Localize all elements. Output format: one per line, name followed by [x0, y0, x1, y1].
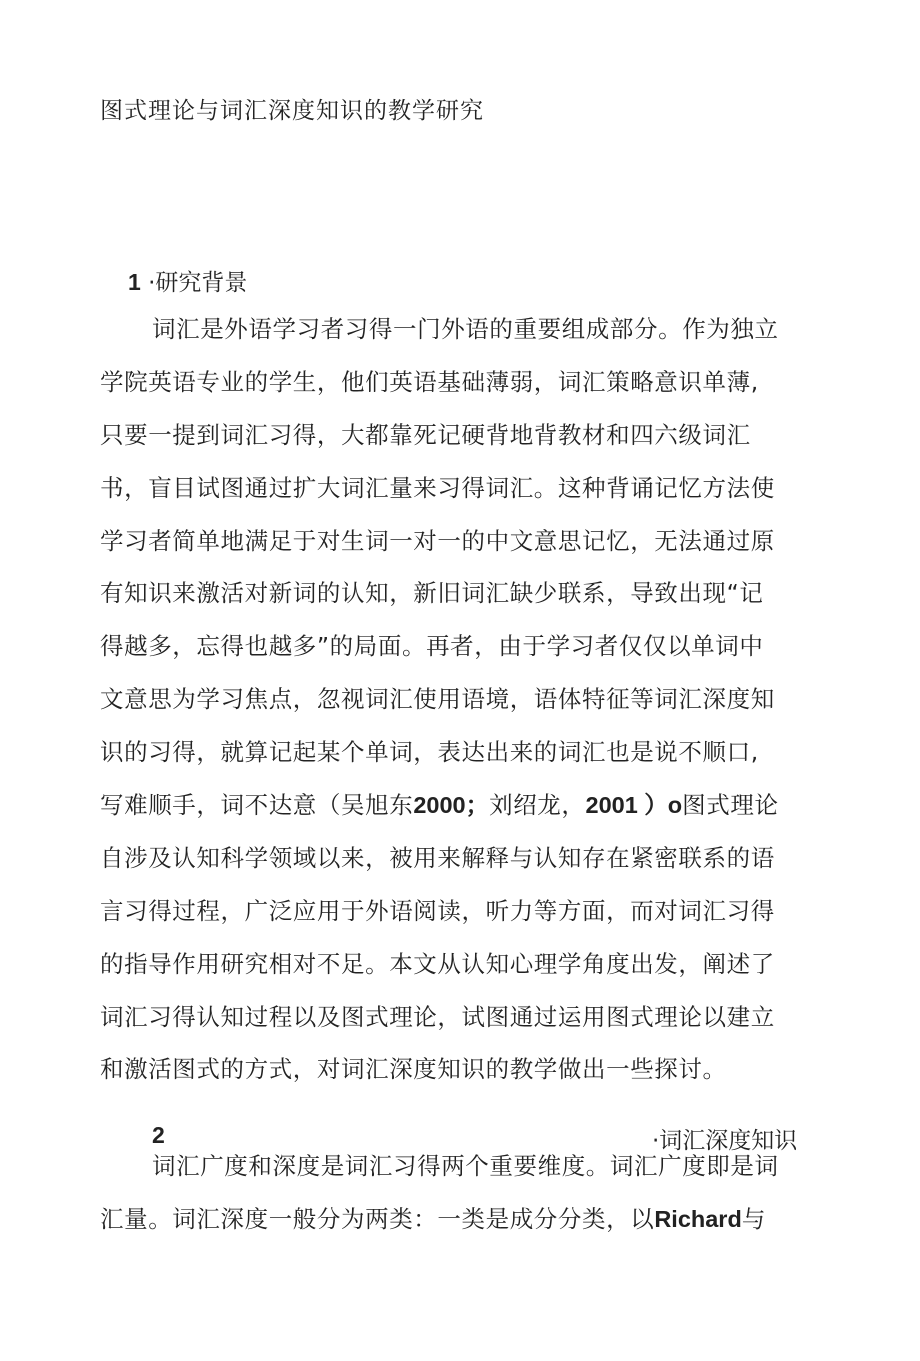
text-run: 和激活图式的方式，对词汇深度知识的教学做出一些探讨。 — [100, 1055, 727, 1084]
author-name: Richard — [654, 1205, 742, 1232]
paragraph-line — [100, 356, 820, 409]
text-run: 与 — [741, 1204, 766, 1233]
text-run: 只要一提到词汇习得，大都靠死记硬背地背教材和四六级词汇 — [100, 420, 751, 449]
paragraph-line — [100, 620, 820, 673]
text-run: 识的习得，就算记起某个单词，表达出来的词汇也是说不顺口, — [100, 738, 759, 767]
section-2-paragraph — [100, 1140, 820, 1246]
paragraph-line — [100, 673, 820, 726]
paragraph-line — [100, 303, 820, 356]
text-run: 得越多，忘得也越多”的局面。再者，由于学习者仅仅以单词中 — [100, 632, 764, 661]
paragraph-line — [100, 1193, 820, 1246]
text-run: 词汇广度和深度是词汇习得两个重要维度。词汇广度即是词 — [152, 1152, 779, 1180]
text-run: 自涉及认知科学领域以来，被用来解释与认知存在紧密联系的语 — [100, 843, 775, 872]
text-run: 词汇是外语学习者习得一门外语的重要组成部分。作为独立 — [152, 315, 779, 343]
text-run: 词汇习得认知过程以及图式理论，试图通过运用图式理论以建立 — [100, 1002, 775, 1031]
text-run: 书，盲目试图通过扩大词汇量来习得词汇。这种背诵记忆方法使 — [100, 473, 775, 502]
citation-year: 2000； — [413, 792, 490, 819]
paragraph-line — [100, 885, 820, 938]
paragraph-line — [100, 567, 820, 620]
section-1-paragraph — [100, 303, 820, 1096]
text-run: 写难顺手，词不达意（吴旭东 — [100, 791, 414, 820]
paragraph-line — [100, 726, 820, 779]
section-2-number-text: 2 — [152, 1122, 165, 1148]
document-title: 图式理论与词汇深度知识的教学研究 — [100, 98, 484, 124]
paragraph-line — [100, 409, 820, 462]
text-run: 刘绍龙， — [489, 791, 586, 820]
text-run: 言习得过程，广泛应用于外语阅读，听力等方面，而对词汇习得 — [100, 896, 775, 925]
paragraph-line — [100, 991, 820, 1044]
text-run: 图式理论 — [682, 791, 779, 820]
paragraph-line — [100, 832, 820, 885]
text-run: 有知识来激活对新词的认知，新旧词汇缺少联系，导致出现“记 — [100, 579, 764, 608]
section-2-title: ·词汇深度知识 — [652, 1128, 798, 1154]
section-1-heading — [128, 264, 247, 297]
section-1-number: 1 — [128, 269, 141, 295]
text-run: 学习者简单地满足于对生词一对一的中文意思记忆，无法通过原 — [100, 526, 775, 555]
paragraph-line — [100, 1140, 820, 1193]
citation-year: 2001 ）o — [585, 792, 683, 819]
paragraph-line — [100, 779, 820, 832]
paragraph-line — [100, 1043, 820, 1096]
text-run: 学院英语专业的学生，他们英语基础薄弱，词汇策略意识单薄, — [100, 367, 759, 396]
text-run: 的指导作用研究相对不足。本文从认知心理学角度出发，阐述了 — [100, 949, 775, 978]
paragraph-line — [100, 938, 820, 991]
paragraph-line — [100, 462, 820, 515]
section-1-title: ·研究背景 — [140, 270, 248, 296]
paragraph-line — [100, 515, 820, 568]
text-run: 文意思为学习焦点，忽视词汇使用语境，语体特征等词汇深度知 — [100, 685, 775, 714]
text-run: 汇量。词汇深度一般分为两类：一类是成分分类，以 — [100, 1204, 655, 1233]
